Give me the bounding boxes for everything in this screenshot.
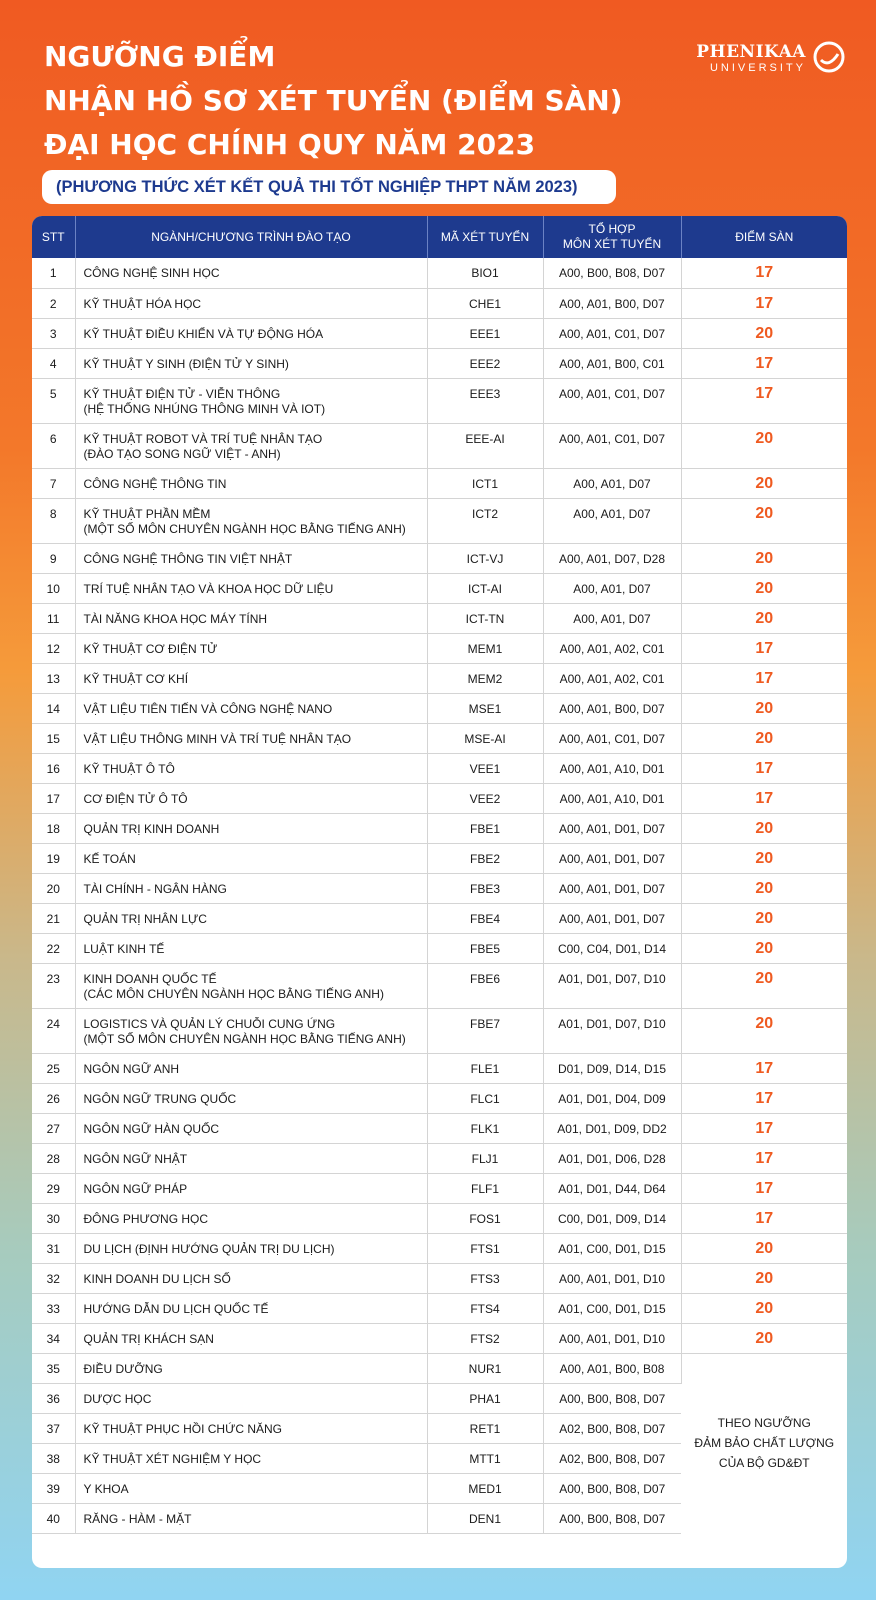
row-stt: 8 [49,506,57,521]
row-code: EEE-AI [465,431,505,446]
row-stt: 40 [46,1511,60,1526]
row-combo: A00, A01, A10, D01 [559,761,665,776]
row-program-name: KỸ THUẬT PHẦN MỀM [83,506,211,521]
university-logo [666,40,846,76]
row-code: FBE6 [469,971,500,986]
table-row [32,573,847,603]
row-code: ICT-TN [465,611,505,626]
row-combo: A00, B00, B08, D07 [559,1391,666,1406]
table-row [32,1203,847,1233]
row-program-name: KỸ THUẬT Ô TÔ [83,761,175,776]
table-row [32,1083,847,1113]
table-row [32,348,847,378]
row-score: 20 [755,474,774,492]
row-score: 20 [755,1014,774,1032]
row-score: 20 [755,609,774,627]
row-combo: A00, B00, B08, D07 [558,266,666,280]
row-stt: 4 [49,356,57,371]
table-row [32,378,847,423]
row-combo: A00, A01, A10, D01 [559,791,665,806]
row-combo: A00, A01, C01, D07 [558,731,666,746]
row-stt: 34 [46,1331,60,1346]
table-row [32,318,847,348]
row-combo: A00, A01, C01, D07 [558,431,666,446]
row-program-name: QUẢN TRỊ NHÂN LỰC [83,911,207,926]
row-program-name: KỸ THUẬT XÉT NGHIỆM Y HỌC [83,1451,262,1466]
table-row [32,603,847,633]
row-score: 17 [755,639,774,657]
row-stt: 6 [49,431,57,446]
row-combo: A00, A01, D07, D28 [558,551,666,566]
row-code: FLE1 [470,1061,500,1076]
row-combo: A00, A01, D01, D07 [558,851,666,866]
row-stt: 31 [46,1241,60,1256]
row-code: FTS2 [470,1331,500,1346]
row-program-name: TRÍ TUỆ NHÂN TẠO VÀ KHOA HỌC DỮ LIỆU [83,581,334,596]
table-row [32,813,847,843]
row-combo: A01, C00, D01, D15 [558,1301,666,1316]
row-program-name: CÔNG NGHỆ THÔNG TIN [83,476,227,491]
row-program-name: DƯỢC HỌC [83,1391,152,1406]
row-combo: A00, B00, B08, D07 [559,1511,666,1526]
row-score: 17 [755,1119,774,1137]
row-program-name: NGÔN NGỮ HÀN QUỐC [83,1121,220,1136]
row-combo: A01, D01, D09, DD2 [557,1121,667,1136]
row-stt: 35 [46,1361,60,1376]
row-score: 17 [755,384,774,402]
table-row [32,1323,847,1353]
row-code: FTS3 [470,1271,500,1286]
row-code: MSE-AI [464,731,506,746]
row-combo: C00, C04, D01, D14 [557,941,667,956]
logo-sub: UNIVERSITY [709,62,806,74]
col-code: MÃ XÉT TUYỂN [427,216,543,258]
table-row [32,288,847,318]
row-combo: A00, A01, D01, D07 [558,821,666,836]
row-program-name: VẬT LIỆU TIÊN TIẾN VÀ CÔNG NGHỆ NANO [83,701,333,716]
row-program-name: LUẬT KINH TẾ [83,941,165,956]
row-code: FBE1 [469,821,500,836]
row-code: MEM2 [467,671,503,686]
row-program-name: NGÔN NGỮ TRUNG QUỐC [83,1091,237,1106]
row-program-name: KỸ THUẬT CƠ KHÍ [83,671,189,686]
row-stt: 24 [46,1016,60,1031]
table-row [32,1173,847,1203]
row-program-note: (CÁC MÔN CHUYÊN NGÀNH HỌC BẰNG TIẾNG ANH) [83,986,384,1001]
row-score: 17 [755,264,774,281]
row-score: 20 [755,1329,774,1347]
row-stt: 25 [46,1061,60,1076]
row-stt: 27 [46,1121,60,1136]
row-program-name: ĐÔNG PHƯƠNG HỌC [83,1211,209,1226]
row-score: 20 [755,1269,774,1287]
row-program-name: HƯỚNG DẪN DU LỊCH QUỐC TẾ [83,1301,269,1316]
row-stt: 12 [46,641,60,656]
row-combo: A01, C00, D01, D15 [558,1241,666,1256]
row-stt: 11 [47,611,60,626]
table-row [32,1143,847,1173]
row-code: FBE5 [469,941,500,956]
row-score: 20 [755,879,774,897]
row-score: 20 [755,939,774,957]
row-combo: A00, A01, B00, D07 [559,701,665,716]
table-row [32,543,847,573]
row-combo: A00, A01, A02, C01 [559,671,665,686]
cutoff-table [32,216,847,1568]
col-combo-line1: TỔ HỢP [588,222,636,236]
score-note-line: CỦA BỘ GD&ĐT [718,1456,810,1471]
row-combo: A01, D01, D04, D09 [558,1091,666,1106]
row-stt: 3 [49,326,57,341]
subtitle: (PHƯƠNG THỨC XÉT KẾT QUẢ THI TỐT NGHIỆP THPT NĂM 2023) [42,170,616,204]
row-stt: 5 [49,386,57,401]
row-score: 20 [755,729,774,747]
row-score: 20 [755,1299,774,1317]
row-stt: 16 [46,761,60,776]
row-code: ICT1 [471,476,498,491]
row-stt: 23 [46,971,60,986]
row-stt: 2 [49,296,57,311]
row-score: 20 [755,849,774,867]
row-stt: 22 [46,941,60,956]
row-program-name: QUẢN TRỊ KHÁCH SẠN [83,1331,214,1346]
score-note-line: THEO NGƯỠNG [717,1416,811,1431]
row-stt: 38 [46,1451,60,1466]
row-program-name: NGÔN NGỮ PHÁP [83,1181,188,1196]
col-score: ĐIỂM SÀN [681,216,847,258]
row-code: VEE2 [469,791,501,806]
row-score: 20 [755,909,774,927]
row-combo: A00, A01, D01, D07 [558,881,666,896]
row-code: FLJ1 [471,1151,499,1166]
row-code: CHE1 [468,296,501,311]
table-row [32,663,847,693]
row-code: FOS1 [469,1211,501,1226]
row-program-note: (HỆ THỐNG NHÚNG THÔNG MINH VÀ IOT) [83,401,326,416]
row-combo: A00, A01, D01, D07 [558,911,666,926]
row-program-name: TÀI CHÍNH - NGÂN HÀNG [83,881,227,896]
row-code: ICT-VJ [466,551,504,566]
row-score: 17 [755,1089,774,1107]
row-code: FBE4 [469,911,500,926]
row-program-name: TÀI NĂNG KHOA HỌC MÁY TÍNH [83,611,268,626]
table-row [32,873,847,903]
row-stt: 13 [46,671,60,686]
table-row [32,633,847,663]
row-code: EEE2 [469,356,501,371]
table-row [32,963,847,1008]
row-program-note: (ĐÀO TẠO SONG NGỮ VIỆT - ANH) [83,446,281,461]
row-score: 20 [755,969,774,987]
row-stt: 14 [46,701,60,716]
row-stt: 36 [46,1391,60,1406]
title-line-2: NHẬN HỒ SƠ XÉT TUYỂN (ĐIỂM SÀN) [44,84,623,117]
row-stt: 32 [46,1271,60,1286]
row-score: 17 [755,354,774,372]
row-program-name: ĐIỀU DƯỠNG [83,1361,163,1376]
row-program-name: KỸ THUẬT ĐIỆN TỬ - VIỄN THÔNG [83,386,281,401]
table-row [32,1293,847,1323]
table-row [32,903,847,933]
row-stt: 17 [46,791,60,806]
row-combo: A00, A01, D01, D10 [558,1271,666,1286]
row-code: FBE2 [469,851,500,866]
row-program-name: QUẢN TRỊ KINH DOANH [83,821,220,836]
table-row [32,1053,847,1083]
row-stt: 9 [49,551,57,566]
row-stt: 10 [46,581,60,596]
row-combo: A00, A01, B00, B08 [559,1361,665,1376]
table-row [32,843,847,873]
row-program-name: KỸ THUẬT ROBOT VÀ TRÍ TUỆ NHÂN TẠO [83,431,323,446]
row-stt: 33 [46,1301,60,1316]
row-combo: A02, B00, B08, D07 [559,1421,666,1436]
row-score: 20 [755,579,774,597]
col-program: NGÀNH/CHƯƠNG TRÌNH ĐÀO TẠO [75,216,427,258]
row-program-name: DU LỊCH (ĐỊNH HƯỚNG QUẢN TRỊ DU LỊCH) [83,1241,335,1256]
row-program-name: KỸ THUẬT ĐIỀU KHIỂN VÀ TỰ ĐỘNG HÓA [83,326,324,341]
row-score: 17 [755,1209,774,1227]
table-row [32,1263,847,1293]
table-row [32,1353,847,1383]
row-code: MTT1 [469,1451,501,1466]
row-score: 20 [755,819,774,837]
row-program-note: (MỘT SỐ MÔN CHUYÊN NGÀNH HỌC BẰNG TIẾNG ANH) [83,1031,406,1046]
row-stt: 39 [46,1481,60,1496]
row-combo: A00, A01, B00, C01 [559,356,665,371]
row-code: MSE1 [468,701,502,716]
row-score: 20 [755,504,774,522]
row-combo: A01, D01, D44, D64 [558,1181,666,1196]
row-stt: 18 [46,821,60,836]
row-stt: 15 [46,731,60,746]
row-code: RET1 [469,1421,501,1436]
row-stt: 1 [49,266,57,280]
col-combo-line2: MÔN XÉT TUYỂN [562,237,662,251]
row-combo: A00, A01, D07 [573,611,651,626]
row-combo: A01, D01, D06, D28 [558,1151,666,1166]
row-stt: 26 [46,1091,60,1106]
row-combo: A00, A01, D07 [573,476,651,491]
row-code: FLF1 [470,1181,499,1196]
table-row [32,1113,847,1143]
row-combo: A01, D01, D07, D10 [558,971,666,986]
row-score: 17 [755,759,774,777]
logo-ring-icon [812,40,846,74]
row-code: FTS4 [470,1301,500,1316]
table-row [32,753,847,783]
row-score: 17 [755,1179,774,1197]
row-code: MED1 [468,1481,502,1496]
row-code: ICT-AI [467,581,502,596]
row-combo: A00, A01, D07 [573,581,651,596]
row-combo: D01, D09, D14, D15 [557,1061,667,1076]
logo-name: PHENIKAA [696,42,806,62]
row-program-name: CÔNG NGHỆ THÔNG TIN VIỆT NHẬT [83,551,293,566]
row-code: FLK1 [470,1121,500,1136]
row-stt: 21 [46,911,60,926]
table-row [32,1008,847,1053]
row-combo: A02, B00, B08, D07 [559,1451,666,1466]
row-stt: 7 [49,476,57,491]
col-stt: STT [32,216,75,258]
row-code: VEE1 [469,761,501,776]
row-code: FBE7 [469,1016,500,1031]
row-program-name: RĂNG - HÀM - MẶT [83,1511,192,1526]
row-program-name: CÔNG NGHỆ SINH HỌC [83,266,220,280]
table-row [32,1233,847,1263]
row-code: EEE1 [469,326,501,341]
row-combo: C00, D01, D09, D14 [557,1211,667,1226]
row-code: EEE3 [469,386,501,401]
row-program-name: KỸ THUẬT CƠ ĐIỆN TỬ [83,641,218,656]
row-program-name: CƠ ĐIỆN TỬ Ô TÔ [83,791,188,806]
row-stt: 30 [46,1211,60,1226]
row-program-name: VẬT LIỆU THÔNG MINH VÀ TRÍ TUỆ NHÂN TẠO [83,731,352,746]
table-row [32,258,847,288]
row-code: BIO1 [471,266,499,280]
row-stt: 20 [46,881,60,896]
row-score: 17 [755,1059,774,1077]
row-combo: A00, A01, A02, C01 [559,641,665,656]
row-code: NUR1 [468,1361,502,1376]
row-program-name: KỸ THUẬT Y SINH (ĐIỆN TỬ Y SINH) [83,356,289,371]
row-score: 20 [755,699,774,717]
row-program-name: KINH DOANH QUỐC TẾ [83,971,217,986]
table-row [32,468,847,498]
col-combo [543,216,681,258]
row-code: FTS1 [470,1241,500,1256]
row-code: PHA1 [469,1391,501,1406]
row-stt: 37 [46,1421,60,1436]
row-code: DEN1 [468,1511,501,1526]
title-line-1: NGƯỠNG ĐIỂM [44,40,276,73]
row-program-name: LOGISTICS VÀ QUẢN LÝ CHUỖI CUNG ỨNG [83,1016,336,1031]
row-program-note: (MỘT SỐ MÔN CHUYÊN NGÀNH HỌC BẰNG TIẾNG ANH) [83,521,406,536]
row-combo: A00, A01, B00, D07 [559,296,665,311]
row-program-name: NGÔN NGỮ NHẬT [83,1151,188,1166]
row-code: FLC1 [470,1091,500,1106]
table-row [32,933,847,963]
row-score: 17 [755,294,774,312]
row-program-name: NGÔN NGỮ ANH [83,1061,180,1076]
row-combo: A01, D01, D07, D10 [558,1016,666,1031]
row-program-name: KỸ THUẬT PHỤC HỒI CHỨC NĂNG [83,1421,282,1436]
table-row [32,693,847,723]
table-row [32,423,847,468]
row-code: ICT2 [471,506,498,521]
table-row [32,498,847,543]
row-score: 20 [755,549,774,567]
row-stt: 19 [46,851,60,866]
row-program-name: Y KHOA [83,1481,129,1496]
row-combo: A00, A01, D07 [573,506,651,521]
row-program-name: KỸ THUẬT HÓA HỌC [83,296,202,311]
score-note [681,1353,847,1533]
row-score: 17 [755,789,774,807]
row-stt: 28 [46,1151,60,1166]
table-row [32,783,847,813]
row-combo: A00, A01, D01, D10 [558,1331,666,1346]
row-combo: A00, B00, B08, D07 [559,1481,666,1496]
title-line-3: ĐẠI HỌC CHÍNH QUY NĂM 2023 [44,128,536,161]
row-score: 20 [755,324,774,342]
row-combo: A00, A01, C01, D07 [558,326,666,341]
table-row [32,723,847,753]
row-program-name: KẾ TOÁN [83,851,136,866]
row-stt: 29 [46,1181,60,1196]
row-score: 17 [755,669,774,687]
score-note-line: ĐẢM BẢO CHẤT LƯỢNG [694,1436,835,1451]
row-program-name: KINH DOANH DU LỊCH SỐ [83,1271,231,1286]
row-code: MEM1 [467,641,503,656]
row-code: FBE3 [469,881,500,896]
row-score: 20 [755,1239,774,1257]
row-score: 20 [755,429,774,447]
row-combo: A00, A01, C01, D07 [558,386,666,401]
row-score: 17 [755,1149,774,1167]
